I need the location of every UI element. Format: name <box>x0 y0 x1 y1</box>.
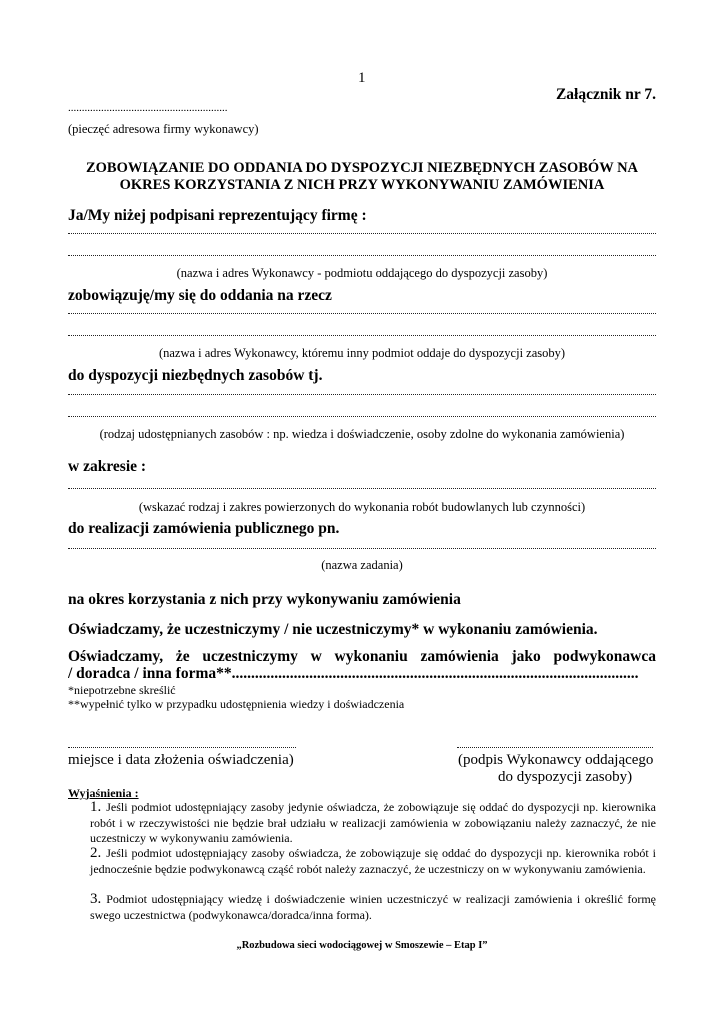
title-line-2: OKRES KORZYSTANIA Z NICH PRZY WYKONYWANIU ZAMÓWIENIA <box>119 177 605 193</box>
page-number: 1 <box>358 70 366 86</box>
explanation-item-2 <box>90 846 656 877</box>
statement-word: Oświadczamy, <box>68 648 164 665</box>
statement-word: wykonaniu <box>334 648 408 665</box>
resources-line-1[interactable] <box>68 384 656 395</box>
title-line-1: ZOBOWIĄZANIE DO ODDANIA DO DYSPOZYCJI NIEZBĘDNYCH ZASOBÓW NA <box>85 160 639 176</box>
participation-statement: Oświadczamy, że uczestniczymy / nie uczestniczymy* w wykonaniu zamówienia. <box>68 621 598 638</box>
statement-word: podwykonawca <box>553 648 656 665</box>
place-date-dots[interactable] <box>68 741 296 748</box>
explanation-text: Jeśli podmiot udostępniający zasoby oświadcza, że zobowiązuje się oddać do dyspozycji np. kierownika robót i jednocześnie będzie podwykonawcą cząść robót należy zaznaczyć, że uczestniczy on w wykonywaniu zamówienia. <box>90 846 656 876</box>
explanation-text: Jeśli podmiot udostępniający zasoby jedynie oświadcza, że zobowiązuje się oddać do dyspozycji np. kierownika robót i w rzeczywistości nie będzie brał udziału w realizacji zamówienia w zobowiązaniu należy zaznaczyć, że nie uczestniczy w wykonywaniu zamówienia. <box>90 800 656 845</box>
explanation-number: 2. <box>90 845 102 861</box>
explanations-heading: Wyjaśnienia : <box>68 786 139 800</box>
explanation-text: Podmiot udostępniający wiedzę i doświadczenie winien uczestniczyć w realizacji zamówienia i określić formę swego uczestnictwa (podwykonawca/doradca/inna forma). <box>90 892 656 922</box>
commit-heading: zobowiązuję/my się do oddania na rzecz <box>68 287 332 304</box>
commit-caption: (nazwa i adres Wykonawcy, któremu inny podmiot oddaje do dyspozycji zasoby) <box>158 346 566 360</box>
statement-word: w <box>310 648 322 665</box>
explanation-number: 1. <box>90 799 102 815</box>
stamp-caption: (pieczęć adresowa firmy wykonawcy) <box>68 122 259 136</box>
project-footer: „Rozbudowa sieci wodociągowej w Smoszewie – Etap I” <box>236 940 488 951</box>
subcontractor-statement-line1 <box>68 648 656 666</box>
scope-line[interactable] <box>68 478 656 489</box>
scope-caption: (wskazać rodzaj i zakres powierzonych do wykonania robót budowlanych lub czynności) <box>138 500 586 514</box>
statement-word: jako <box>511 648 541 665</box>
attachment-label: Załącznik nr 7. <box>555 86 656 103</box>
commit-line-2[interactable] <box>68 325 656 336</box>
signatories-heading: Ja/My niżej podpisani reprezentujący firmę : <box>68 207 367 224</box>
signature-dots[interactable] <box>457 741 653 748</box>
document-title <box>68 160 656 194</box>
subcontractor-statement-line2: / doradca / inna forma**......................................................................................................... <box>68 665 639 682</box>
contract-heading: do realizacji zamówienia publicznego pn. <box>68 520 340 537</box>
signatories-line-2[interactable] <box>68 245 656 256</box>
resources-line-2[interactable] <box>68 406 656 417</box>
resources-heading: do dyspozycji niezbędnych zasobów tj. <box>68 367 323 384</box>
signer-label-2: do dyspozycji zasoby) <box>498 769 633 785</box>
statement-word: zamówienia <box>420 648 499 665</box>
statement-word: że <box>175 648 190 665</box>
explanation-number: 3. <box>90 891 102 907</box>
signatories-caption: (nazwa i adres Wykonawcy - podmiotu oddającego do dyspozycji zasoby) <box>176 266 548 280</box>
resources-caption: (rodzaj udostępnianych zasobów : np. wiedza i doświadczenie, osoby zdolne do wykonania zamówienia) <box>99 427 625 441</box>
period-statement: na okres korzystania z nich przy wykonywaniu zamówienia <box>68 591 461 608</box>
commit-line-1[interactable] <box>68 303 656 314</box>
contract-line[interactable] <box>68 538 656 549</box>
explanation-item-1 <box>90 800 656 847</box>
footnote-1: *niepotrzebne skreślić <box>68 683 176 697</box>
scope-heading: w zakresie : <box>68 458 147 475</box>
signatories-line-1[interactable] <box>68 223 656 234</box>
explanation-item-3 <box>90 892 656 923</box>
place-date-label: miejsce i data złożenia oświadczenia) <box>68 752 294 768</box>
statement-word: uczestniczymy <box>202 648 298 665</box>
footnote-2: **wypełnić tylko w przypadku udostępnienia wiedzy i doświadczenia <box>68 697 405 711</box>
signer-label-1: (podpis Wykonawcy oddającego <box>458 752 654 768</box>
stamp-dots: .......................................................... <box>68 102 228 114</box>
contract-caption: (nazwa zadania) <box>321 558 403 572</box>
